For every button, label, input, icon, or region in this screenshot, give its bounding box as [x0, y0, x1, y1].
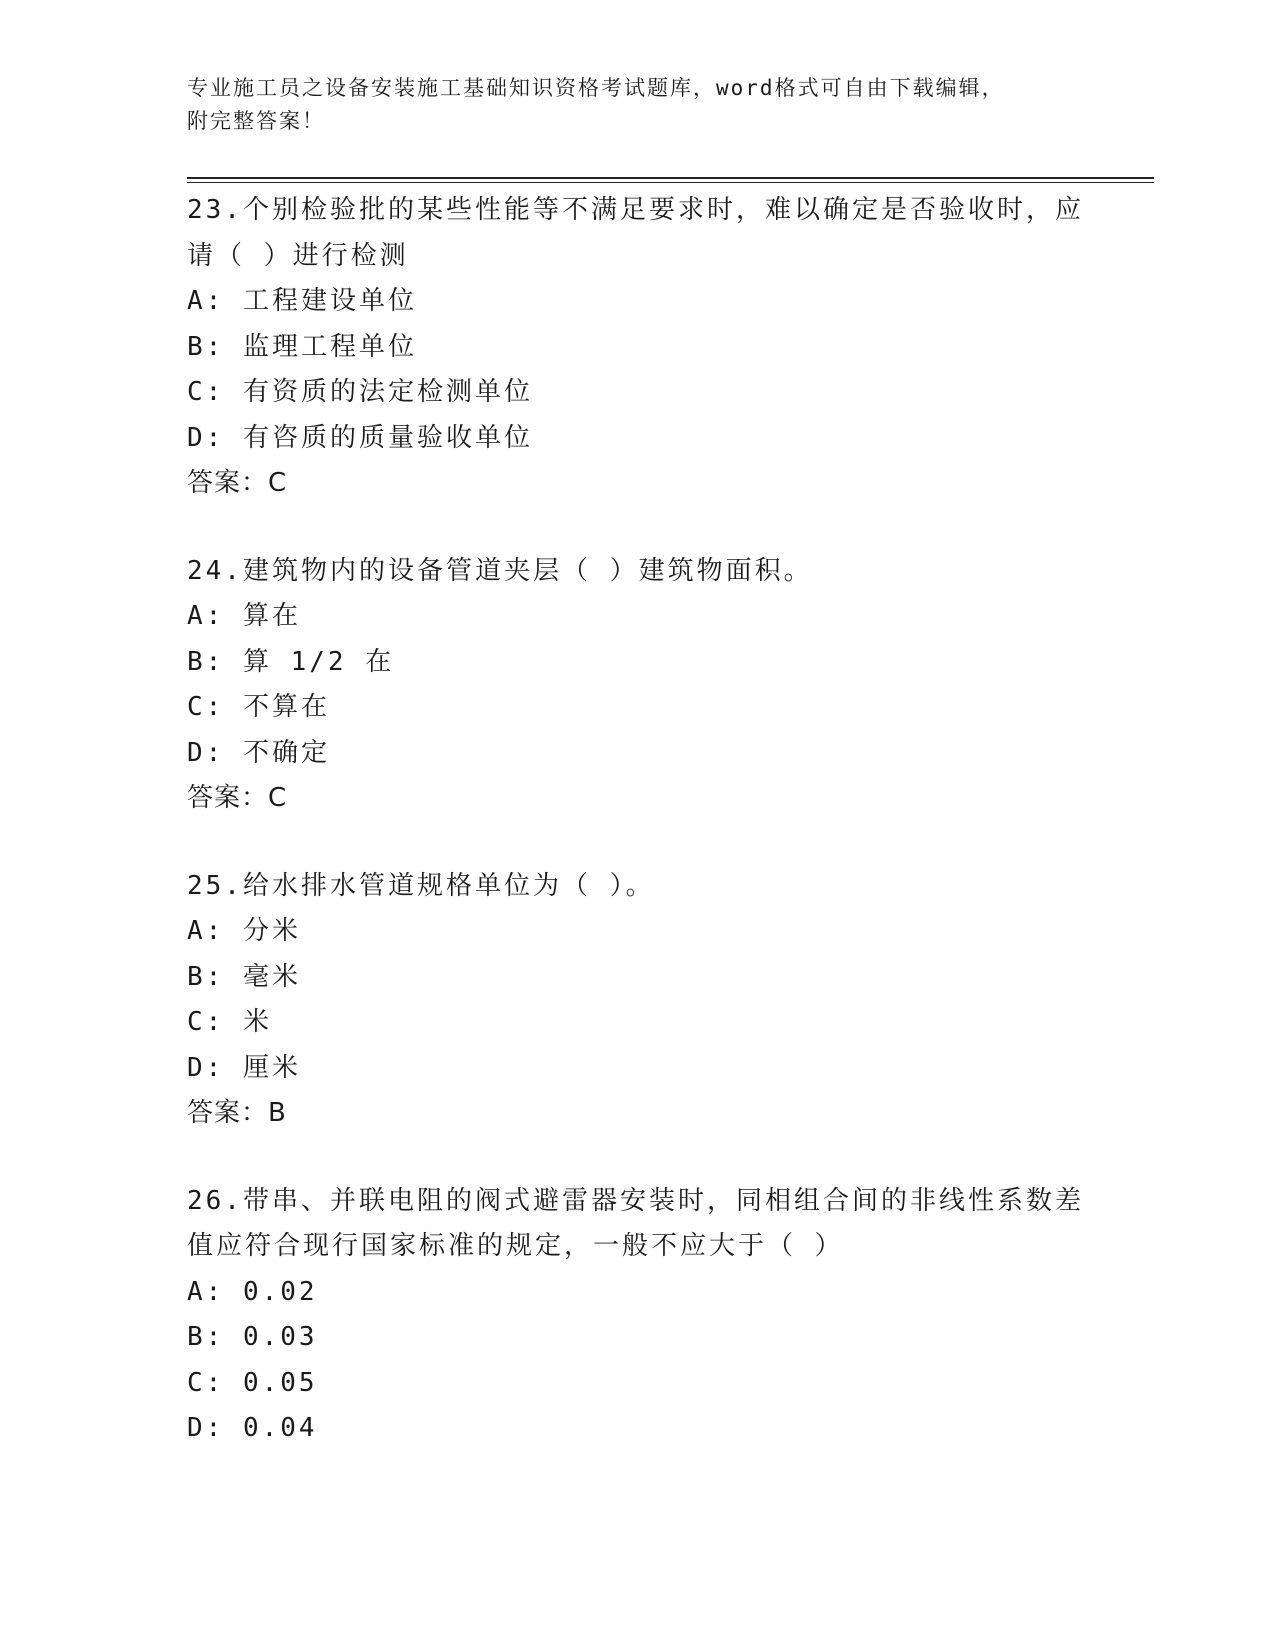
option-d: D: 有咨质的质量验收单位 [187, 422, 533, 453]
option-c: C: 不算在 [187, 692, 330, 722]
answer-label: 答案：B [187, 1098, 287, 1128]
option-b: B: 算 1/2 在 [187, 646, 395, 677]
header-line-1: 专业施工员之设备安装施工基础知识资格考试题库，word格式可自由下载编辑， [187, 76, 1005, 100]
question-26 [187, 1179, 1087, 1452]
header-line-2: 附完整答案！ [187, 109, 325, 133]
header-divider-thin [187, 182, 1154, 183]
option-d: D: 0.04 [187, 1413, 318, 1443]
question-stem-line: 23.个别检验批的某些性能等不满足要求时，难以确定是否验收时，应 [187, 195, 1084, 225]
answer-label: 答案：C [187, 468, 288, 498]
option-d: D: 不确定 [187, 737, 330, 768]
option-b: B: 0.03 [187, 1322, 318, 1352]
question-24 [187, 549, 1087, 822]
answer-label: 答案：C [187, 783, 288, 813]
question-stem-line: 请（ ）进行检测 [187, 240, 409, 271]
question-25 [187, 864, 1087, 1137]
question-stem-line: 值应符合现行国家标准的规定，一般不应大于（ ） [187, 1231, 844, 1261]
option-a: A: 算在 [187, 601, 301, 631]
option-b: B: 毫米 [187, 961, 301, 992]
header-divider-thick [187, 177, 1154, 179]
option-a: A: 分米 [187, 916, 301, 946]
question-list [187, 188, 1087, 1494]
question-stem-line: 24.建筑物内的设备管道夹层（ ）建筑物面积。 [187, 555, 813, 586]
option-c: C: 0.05 [187, 1367, 318, 1398]
option-b: B: 监理工程单位 [187, 331, 417, 362]
option-d: D: 厘米 [187, 1052, 301, 1083]
question-stem-line: 25.给水排水管道规格单位为（ ）。 [187, 870, 655, 901]
option-a: A: 0.02 [187, 1276, 318, 1307]
question-stem-line: 26.带串、并联电阻的阀式避雷器安装时，同相组合间的非线性系数差 [187, 1185, 1084, 1216]
question-23 [187, 188, 1087, 507]
option-c: C: 米 [187, 1007, 272, 1037]
document-header [187, 72, 1087, 138]
option-a: A: 工程建设单位 [187, 286, 417, 316]
option-c: C: 有资质的法定检测单位 [187, 377, 533, 407]
